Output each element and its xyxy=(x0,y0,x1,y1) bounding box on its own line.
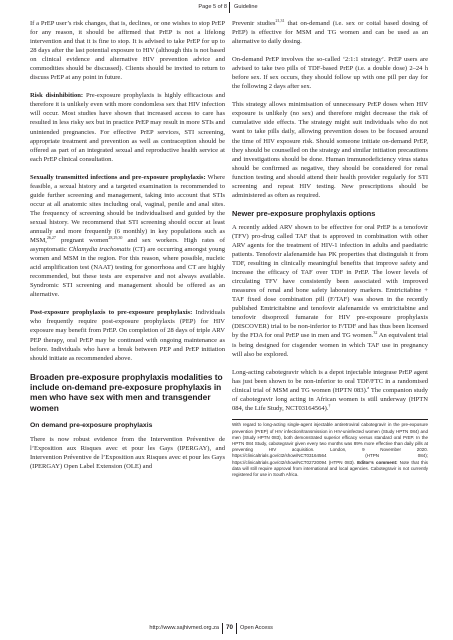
page-footer xyxy=(0,621,453,637)
header-divider xyxy=(229,2,230,13)
run-in-heading: Risk disinhibition: xyxy=(30,92,84,100)
paragraph: If a PrEP user’s risk changes, that is, declines, or one wishes to stop PrEP for any reason, it should be affirmed that PrEP is not a lifelong intervention and that it is fine to stop. It is advised to take PrEP for up to 28 days after the last potential exposure to HIV (although this is not based on clinical evidence and alternative HIV prevention advice and commodities should be discussed). Clients should be invited to return to discuss PrEP at any point in future. xyxy=(30,20,225,82)
right-column xyxy=(232,19,428,478)
paragraph: Risk disinhibition: Pre-exposure prophylaxis is highly efficacious and therefore it is unlikely even with more condomless sex that HIV infection will occur. Most studies have shown that increased access to care has resulted in less risky sex but in practice PrEP may result in more STIs and unintended pregnancies. For effective PrEP services, STI screening, appropriate treatment and prevention as well as contraception should be offered as part of an integrated sexual and reproductive health service at each PrEP clinical consultation. xyxy=(30,92,225,163)
footnote: With regard to long-acting single-agent injectable antiretroviral cabotegravir in the pre-exposure prevention (PrEP) of HIV infection/transmission in HIV-uninfected women (Study HPTN 084) and men (Study HPTN 083), both demonstrated superior efficacy versus standard oral PrEP. In the HPTN 084 Study, cabotegravir given every two months was 89% more effective than daily pills at preventing HIV acquisition. London, 9 November 2020. https://clinicaltrials.gov/ct2/show/NCT03164564 (HTPN 084); https://clinicaltrials.gov/ct2/show/NCT02720094 (HTPN 083). Editor’s comment: Note that this data will still require approval from international and local agencies. Cabotegravir is not currently registered for use in South Africa. xyxy=(232,422,428,477)
open-access-label: Open Access xyxy=(240,625,273,631)
left-column xyxy=(30,19,225,481)
footnote-marker: a xyxy=(367,384,370,390)
citation: 26,27 xyxy=(46,234,56,240)
citation: 28,29,30 xyxy=(108,234,123,240)
journal-url-link[interactable]: http://www.sajhivmed.org.za xyxy=(149,625,219,631)
footnote-divider xyxy=(232,419,428,420)
run-in-heading: Sexually transmitted infections and pre-exposure prophylaxis: xyxy=(30,173,206,181)
paragraph: This strategy allows minimisation of unnecessary PrEP doses when HIV exposure is unlikely (no sex) and therefore might decrease the risk of cumulative side effects. The strategy might suit individuals who do not want to take pills daily, allowing prevention doses to be focused around the time of HIV exposure risk. Should someone initiate on-demand PrEP, they should be counselled on the strategy and similar initiation precautions and investigations should be done. Human immunodeficiency virus status should be confirmed as negative, they should be considered for renal function testing and should attend their health provider regularly for STI screening and repeat HIV testing. New prescriptions should be administered as often as required. xyxy=(232,101,428,199)
paragraph: Post-exposure prophylaxis to pre-exposure prophylaxis: Individuals who frequently require post-exposure prophylaxis (PEP) for HIV exposure may benefit from PrEP. On completion of 28 days of triple ARV PEP therapy, oral PrEP may be continued with ongoing maintenance as before. Individuals who have a break between PEP and PrEP initiation should initiate as recommended above. xyxy=(30,309,225,362)
paragraph: Prevenir studies$^{21,31}$ that on-demand (i.e. sex or coital based dosing of PrEP) is effective for MSM and TG women and can be used as an alternative to daily dosing. xyxy=(232,17,428,46)
paragraph: Long-acting cabotegravir which is a depot injectable integrase PrEP agent has just been shown to be non-inferior to oral TDF/FTC in a randomised clinical trial of MSM and TG women (HPTN 083).$^a$ The companion study of cabotegravir long acting in African women is still underway (HPTN 084, the Life Study, NCT03164564).† xyxy=(232,368,429,412)
footnote-marker: † xyxy=(328,402,331,408)
section-heading: Newer pre-exposure prophylaxis options xyxy=(232,208,376,218)
paragraph: Sexually transmitted infections and pre-exposure prophylaxis: Where feasible, a sexual history and a targeted examination is recommended to guide further screening and management, taking into account that STIs occur at all anatomic sites including oral, vaginal, penile and anal sites. The frequency of screening should be individualised and guided by the sexual history. We recommend that STI screening should occur at least annually and more frequently (6 monthly) in key populations such as MSM,$^{26,27}$ pregnant women$^{28,29,30}$ and sex workers. High rates of asymptomatic Chlamydia trachomatis (CT) are occurring amongst young women and MSM in the region. For this reason, where possible, nucleic acid amplification test (NAAT) testing for gonorrhoea and CT are highly recommended, but these tests are expensive and not always available. Syndromic STI screening and management should be offered as an alternative. xyxy=(30,173,225,299)
run-in-heading: Post-exposure prophylaxis to pre-exposure prophylaxis: xyxy=(30,309,193,317)
paragraph: On-demand PrEP involves the so-called ‘2:1:1 strategy’. PrEP users are advised to take two pills of TDF-based PrEP (i.e. a double dose) 2–24 h before sex. If sex occurs, they should follow up with one pill per day for the following 2 days after sex. xyxy=(232,56,428,91)
section-heading: Broaden pre-exposure prophylaxis modalities to include on-demand pre-exposure prophylaxis in men who have sex with men and transgender women xyxy=(30,371,223,413)
footer-divider xyxy=(222,623,223,634)
page-number: 70 xyxy=(226,624,234,631)
citation: 32 xyxy=(373,330,378,336)
article-type: Guideline xyxy=(234,4,258,10)
paragraph: There is now robust evidence from the Intervention Préventive de l’Exposition aux Risques avec et pour les Gays (IPERGAY), and Intervention Préventive de l’Exposition aux Risques avec et pour les Gays (IPERGAY) Open Label Extension (OLE) and xyxy=(30,436,225,471)
page-indicator: Page 5 of 8 xyxy=(198,4,227,10)
paragraph: A recently added ARV shown to be effective for oral PrEP is a tenofovir (TFV) pro-drug called TAF that is approved in combination with other ARV agents for the treatment of HIV-1 infection in adults and paediatric patients. Tenofovir alafenamide has PK properties that distinguish it from TDF, resulting in clinically meaningful benefits that improve safety and increase the efficacy of TAF over TDF in PrEP. The lower levels of circulating TFV have consistently been associated with improved measures of renal and bone safety laboratory markers. Emtricitabine + TAF fixed dose combination pill (F/TAF) was shown in the recently published Emtricitabine and tenofovir alafenamide vs emtricitabine and tenofovir disoproxil fumarate for HIV pre-exposure prophylaxis (DISCOVER) trial to be non-inferior to F/TDF and has thus been licensed by the FDA for oral PrEP use in men and TG women.$^{32}$ An equivalent trial is being designed for cisgender women in which TAF use in pregnancy will also be explored. xyxy=(232,223,428,358)
citation: 21,31 xyxy=(275,17,285,23)
subsection-heading: On demand pre-exposure prophylaxis xyxy=(30,422,153,430)
footer-divider xyxy=(236,623,237,634)
page-header xyxy=(0,0,453,16)
